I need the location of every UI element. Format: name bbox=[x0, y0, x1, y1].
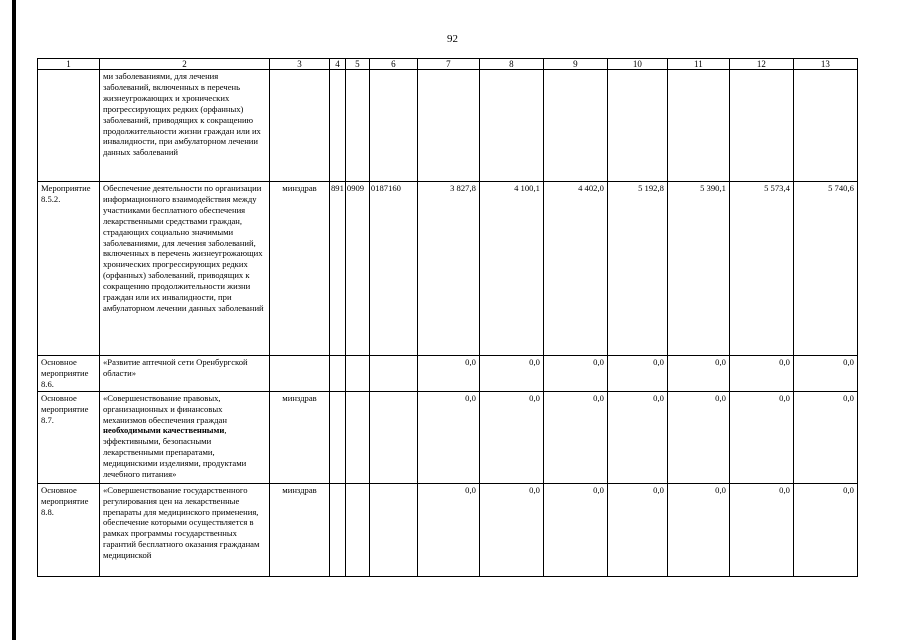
row-value bbox=[607, 70, 667, 182]
row-col5 bbox=[345, 356, 369, 392]
row-value: 0,0 bbox=[417, 356, 479, 392]
description-part-bold: необходимыми качественными bbox=[103, 425, 225, 436]
row-col5 bbox=[345, 483, 369, 576]
row-value: 0,0 bbox=[667, 483, 729, 576]
row-col4 bbox=[330, 356, 346, 392]
col-header: 7 bbox=[417, 59, 479, 70]
table-row bbox=[38, 391, 858, 483]
row-value bbox=[793, 70, 857, 182]
row-col5 bbox=[345, 391, 369, 483]
row-col4 bbox=[330, 483, 346, 576]
row-value: 0,0 bbox=[793, 483, 857, 576]
row-value: 4 100,1 bbox=[479, 182, 543, 356]
col-header: 9 bbox=[543, 59, 607, 70]
row-value: 0,0 bbox=[417, 391, 479, 483]
col-header: 8 bbox=[479, 59, 543, 70]
row-value: 0,0 bbox=[607, 483, 667, 576]
row-value: 0,0 bbox=[667, 356, 729, 392]
row-description: ми заболеваниями, для лечения заболеваний, включенных в перечень жизнеугрожающих и хронических прогрессирующих редких (орфанных) заболеваний, приводящих к сокращению продолжительности жизни граждан или их инвалидности, при амбулаторном лечении данных заболеваний bbox=[100, 70, 270, 182]
row-executor bbox=[270, 356, 330, 392]
row-value: 0,0 bbox=[479, 356, 543, 392]
col-header: 3 bbox=[270, 59, 330, 70]
col-header: 1 bbox=[38, 59, 100, 70]
row-value: 4 402,0 bbox=[543, 182, 607, 356]
row-value: 0,0 bbox=[543, 391, 607, 483]
row-col6: 0187160 bbox=[369, 182, 417, 356]
row-col5: 0909 bbox=[345, 182, 369, 356]
row-col5 bbox=[345, 70, 369, 182]
row-col4: 891 bbox=[330, 182, 346, 356]
row-value: 0,0 bbox=[417, 483, 479, 576]
row-value: 0,0 bbox=[667, 391, 729, 483]
row-description: Обеспечение деятельности по организации информационного взаимодействия между участниками бесплатного обеспечения лекарственными средствами граждан, страдающих социально значимыми заболеваниями, для лечения заболеваний, включенных в перечень жизнеугрожающих хронических прогрессирующих редких (орфанных) заболеваний, приводящих к сокращению продолжительности жизни граждан или их инвалидности, при амбулаторном лечении данных заболеваний bbox=[100, 182, 270, 356]
row-value: 0,0 bbox=[607, 391, 667, 483]
row-value bbox=[667, 70, 729, 182]
row-value: 0,0 bbox=[543, 356, 607, 392]
row-value: 0,0 bbox=[729, 483, 793, 576]
row-value bbox=[543, 70, 607, 182]
table-row bbox=[38, 356, 858, 392]
row-value: 0,0 bbox=[793, 356, 857, 392]
row-value bbox=[479, 70, 543, 182]
table-row bbox=[38, 182, 858, 356]
row-value: 3 827,8 bbox=[417, 182, 479, 356]
row-executor: минздрав bbox=[270, 391, 330, 483]
table-row bbox=[38, 70, 858, 182]
row-value bbox=[729, 70, 793, 182]
row-code: Мероприятие 8.5.2. bbox=[38, 182, 100, 356]
row-value: 0,0 bbox=[793, 391, 857, 483]
row-code bbox=[38, 70, 100, 182]
row-value bbox=[417, 70, 479, 182]
row-col4 bbox=[330, 391, 346, 483]
row-value: 0,0 bbox=[543, 483, 607, 576]
page-number: 92 bbox=[447, 33, 458, 45]
description-part: «Совершенствование правовых, организационных и финансовых механизмов обеспечения граждан bbox=[103, 392, 227, 425]
col-header: 4 bbox=[330, 59, 346, 70]
header-row bbox=[38, 59, 858, 70]
row-col6 bbox=[369, 356, 417, 392]
row-code: Основное мероприятие 8.8. bbox=[38, 483, 100, 576]
row-value: 0,0 bbox=[479, 391, 543, 483]
row-value: 5 390,1 bbox=[667, 182, 729, 356]
scan-edge-bar bbox=[12, 0, 16, 640]
row-executor bbox=[270, 70, 330, 182]
row-code: Основное мероприятие 8.6. bbox=[38, 356, 100, 392]
col-header: 11 bbox=[667, 59, 729, 70]
col-header: 6 bbox=[369, 59, 417, 70]
row-col6 bbox=[369, 70, 417, 182]
row-col6 bbox=[369, 483, 417, 576]
table-row bbox=[38, 483, 858, 576]
row-value: 0,0 bbox=[479, 483, 543, 576]
row-value: 5 192,8 bbox=[607, 182, 667, 356]
col-header: 12 bbox=[729, 59, 793, 70]
col-header: 13 bbox=[793, 59, 857, 70]
row-value: 5 740,6 bbox=[793, 182, 857, 356]
row-code: Основное мероприятие 8.7. bbox=[38, 391, 100, 483]
row-col6 bbox=[369, 391, 417, 483]
budget-table bbox=[37, 58, 858, 577]
row-col4 bbox=[330, 70, 346, 182]
row-value: 5 573,4 bbox=[729, 182, 793, 356]
description-part: , эффективными, безопасными лекарственными препаратами, медицинскими изделиями, продуктами лечебного питания» bbox=[103, 425, 247, 480]
row-description bbox=[100, 391, 270, 483]
row-description: «Развитие аптечной сети Оренбургской области» bbox=[100, 356, 270, 392]
col-header: 10 bbox=[607, 59, 667, 70]
row-description: «Совершенствование государственного регулирования цен на лекарственные препараты для медицинского применения, обеспечение которыми осуществляется в рамках программы государственных гарантий бесплатного оказания гражданам медицинской bbox=[100, 483, 270, 576]
row-value: 0,0 bbox=[729, 391, 793, 483]
col-header: 2 bbox=[100, 59, 270, 70]
row-value: 0,0 bbox=[729, 356, 793, 392]
row-executor: минздрав bbox=[270, 483, 330, 576]
row-value: 0,0 bbox=[607, 356, 667, 392]
row-executor: минздрав bbox=[270, 182, 330, 356]
col-header: 5 bbox=[345, 59, 369, 70]
